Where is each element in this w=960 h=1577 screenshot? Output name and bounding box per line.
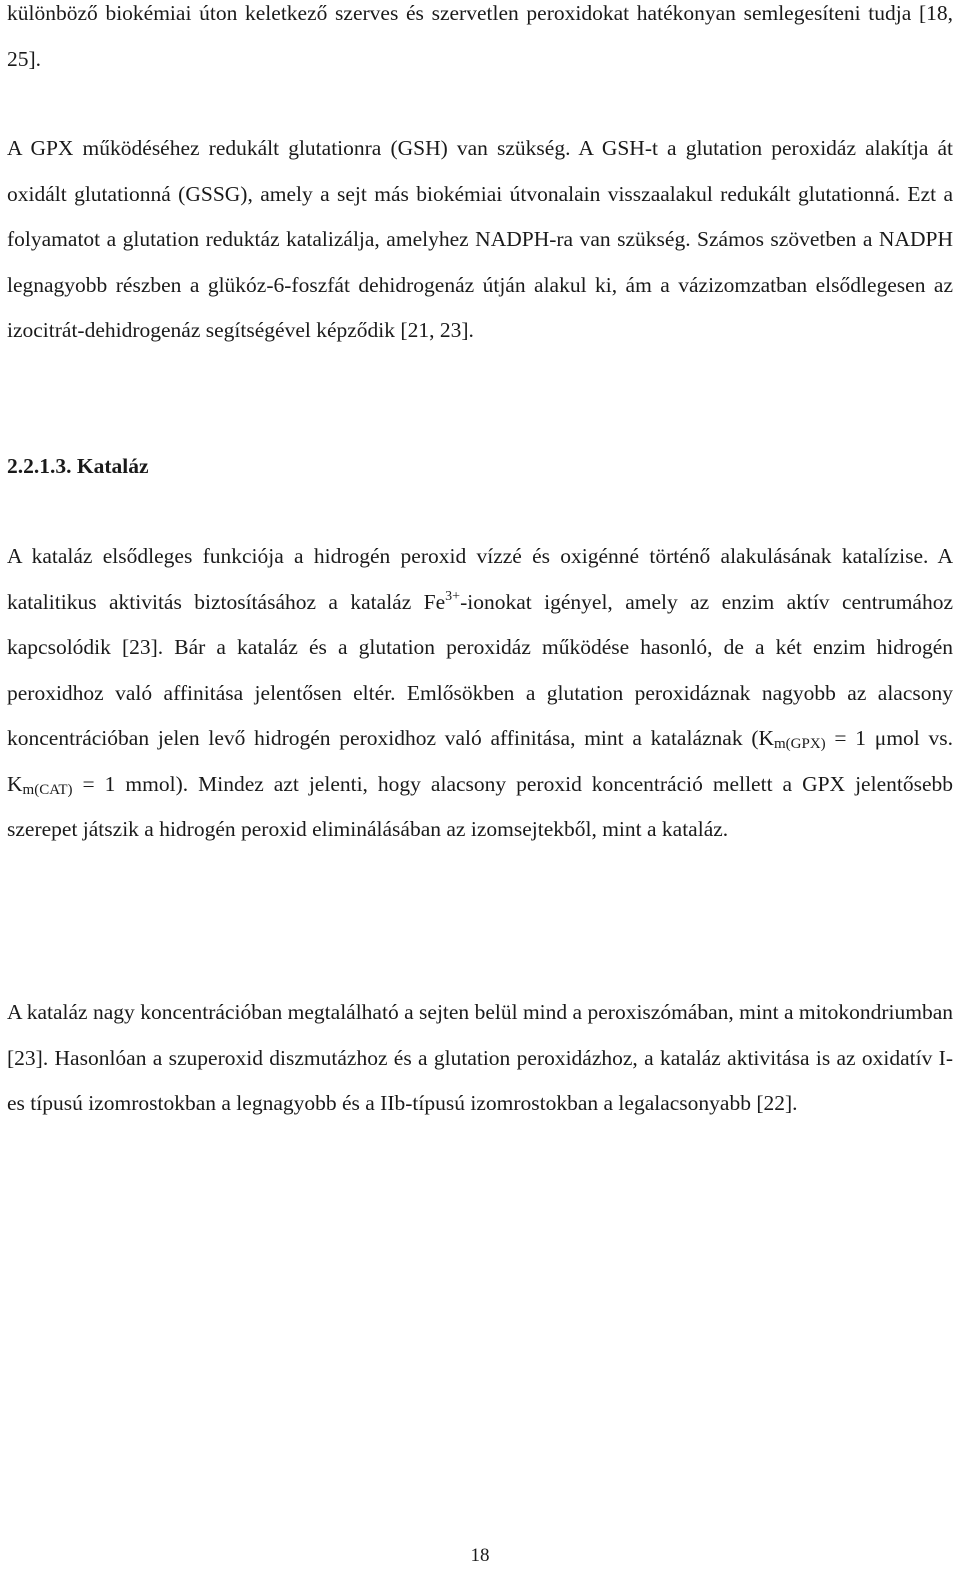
text-span: = 1 μmol vs. K — [7, 726, 954, 796]
paragraph-intro-continuation: különböző biokémiai úton keletkező szerves és szervetlen peroxidokat hatékonyan semlegesíteni tudja [18, 25]. — [7, 1, 953, 71]
text-span: A kataláz elsődleges funkciója a hidrogén peroxid vízzé és oxigénné történő alakulásának katalízise. A katalitikus aktivitás biztosításához a kataláz Fe — [7, 544, 953, 614]
paragraph-catalase-function — [7, 534, 953, 853]
superscript-charge: 3+ — [445, 588, 461, 604]
text-span: -ionokat igényel, amely az enzim aktív centrumához kapcsolódik [23]. Bár a kataláz és a glutation peroxidáz működése hasonló, de a két enzim hidrogén peroxidhoz való affinitása jelentősen eltér. Emlősökben a glutation peroxidáznak nagyobb az alacsony koncentrációban jelen levő hidrogén peroxidhoz való affinitása, mint a kataláznak (K — [7, 589, 953, 750]
paragraph-gpx-glutathione: A GPX működéséhez redukált glutationra (GSH) van szükség. A GSH-t a glutation peroxidáz alakítja át oxidált glutationná (GSSG), amely a sejt más biokémiai útvonalain visszaalakul redukált glutationná. Ezt a folyamatot a glutation reduktáz katalizálja, amelyhez NADPH-ra van szükség. Számos szövetben a NADPH legnagyobb részben a glükóz-6-foszfát dehidrogenáz útján alakul ki, ám a vázizomzatban elsődlegesen az izocitrát-dehidrogenáz segítségével képződik [21, 23]. — [7, 136, 953, 342]
section-heading-catalase: 2.2.1.3. Kataláz — [7, 454, 149, 478]
text-span: = 1 mmol). Mindez azt jelenti, hogy alacsony peroxid koncentráció mellett a GPX jelentősebb szerepet játszik a hidrogén peroxid eliminálásában az izomsejtekből, mint a kataláz. — [7, 771, 953, 841]
subscript-km-gpx: m(GPX) — [774, 736, 826, 752]
paragraph-catalase-location: A kataláz nagy koncentrációban megtalálható a sejten belül mind a peroxiszómában, mint a mitokondriumban [23]. Hasonlóan a szuperoxid diszmutázhoz és a glutation peroxidázhoz, a kataláz aktivitása is az oxidatív I-es típusú izomrostokban a legnagyobb és a IIb-típusú izomrostokban a legalacsonyabb [22]. — [7, 1000, 953, 1115]
subscript-km-cat: m(CAT) — [22, 781, 73, 798]
page-number: 18 — [470, 1545, 490, 1566]
